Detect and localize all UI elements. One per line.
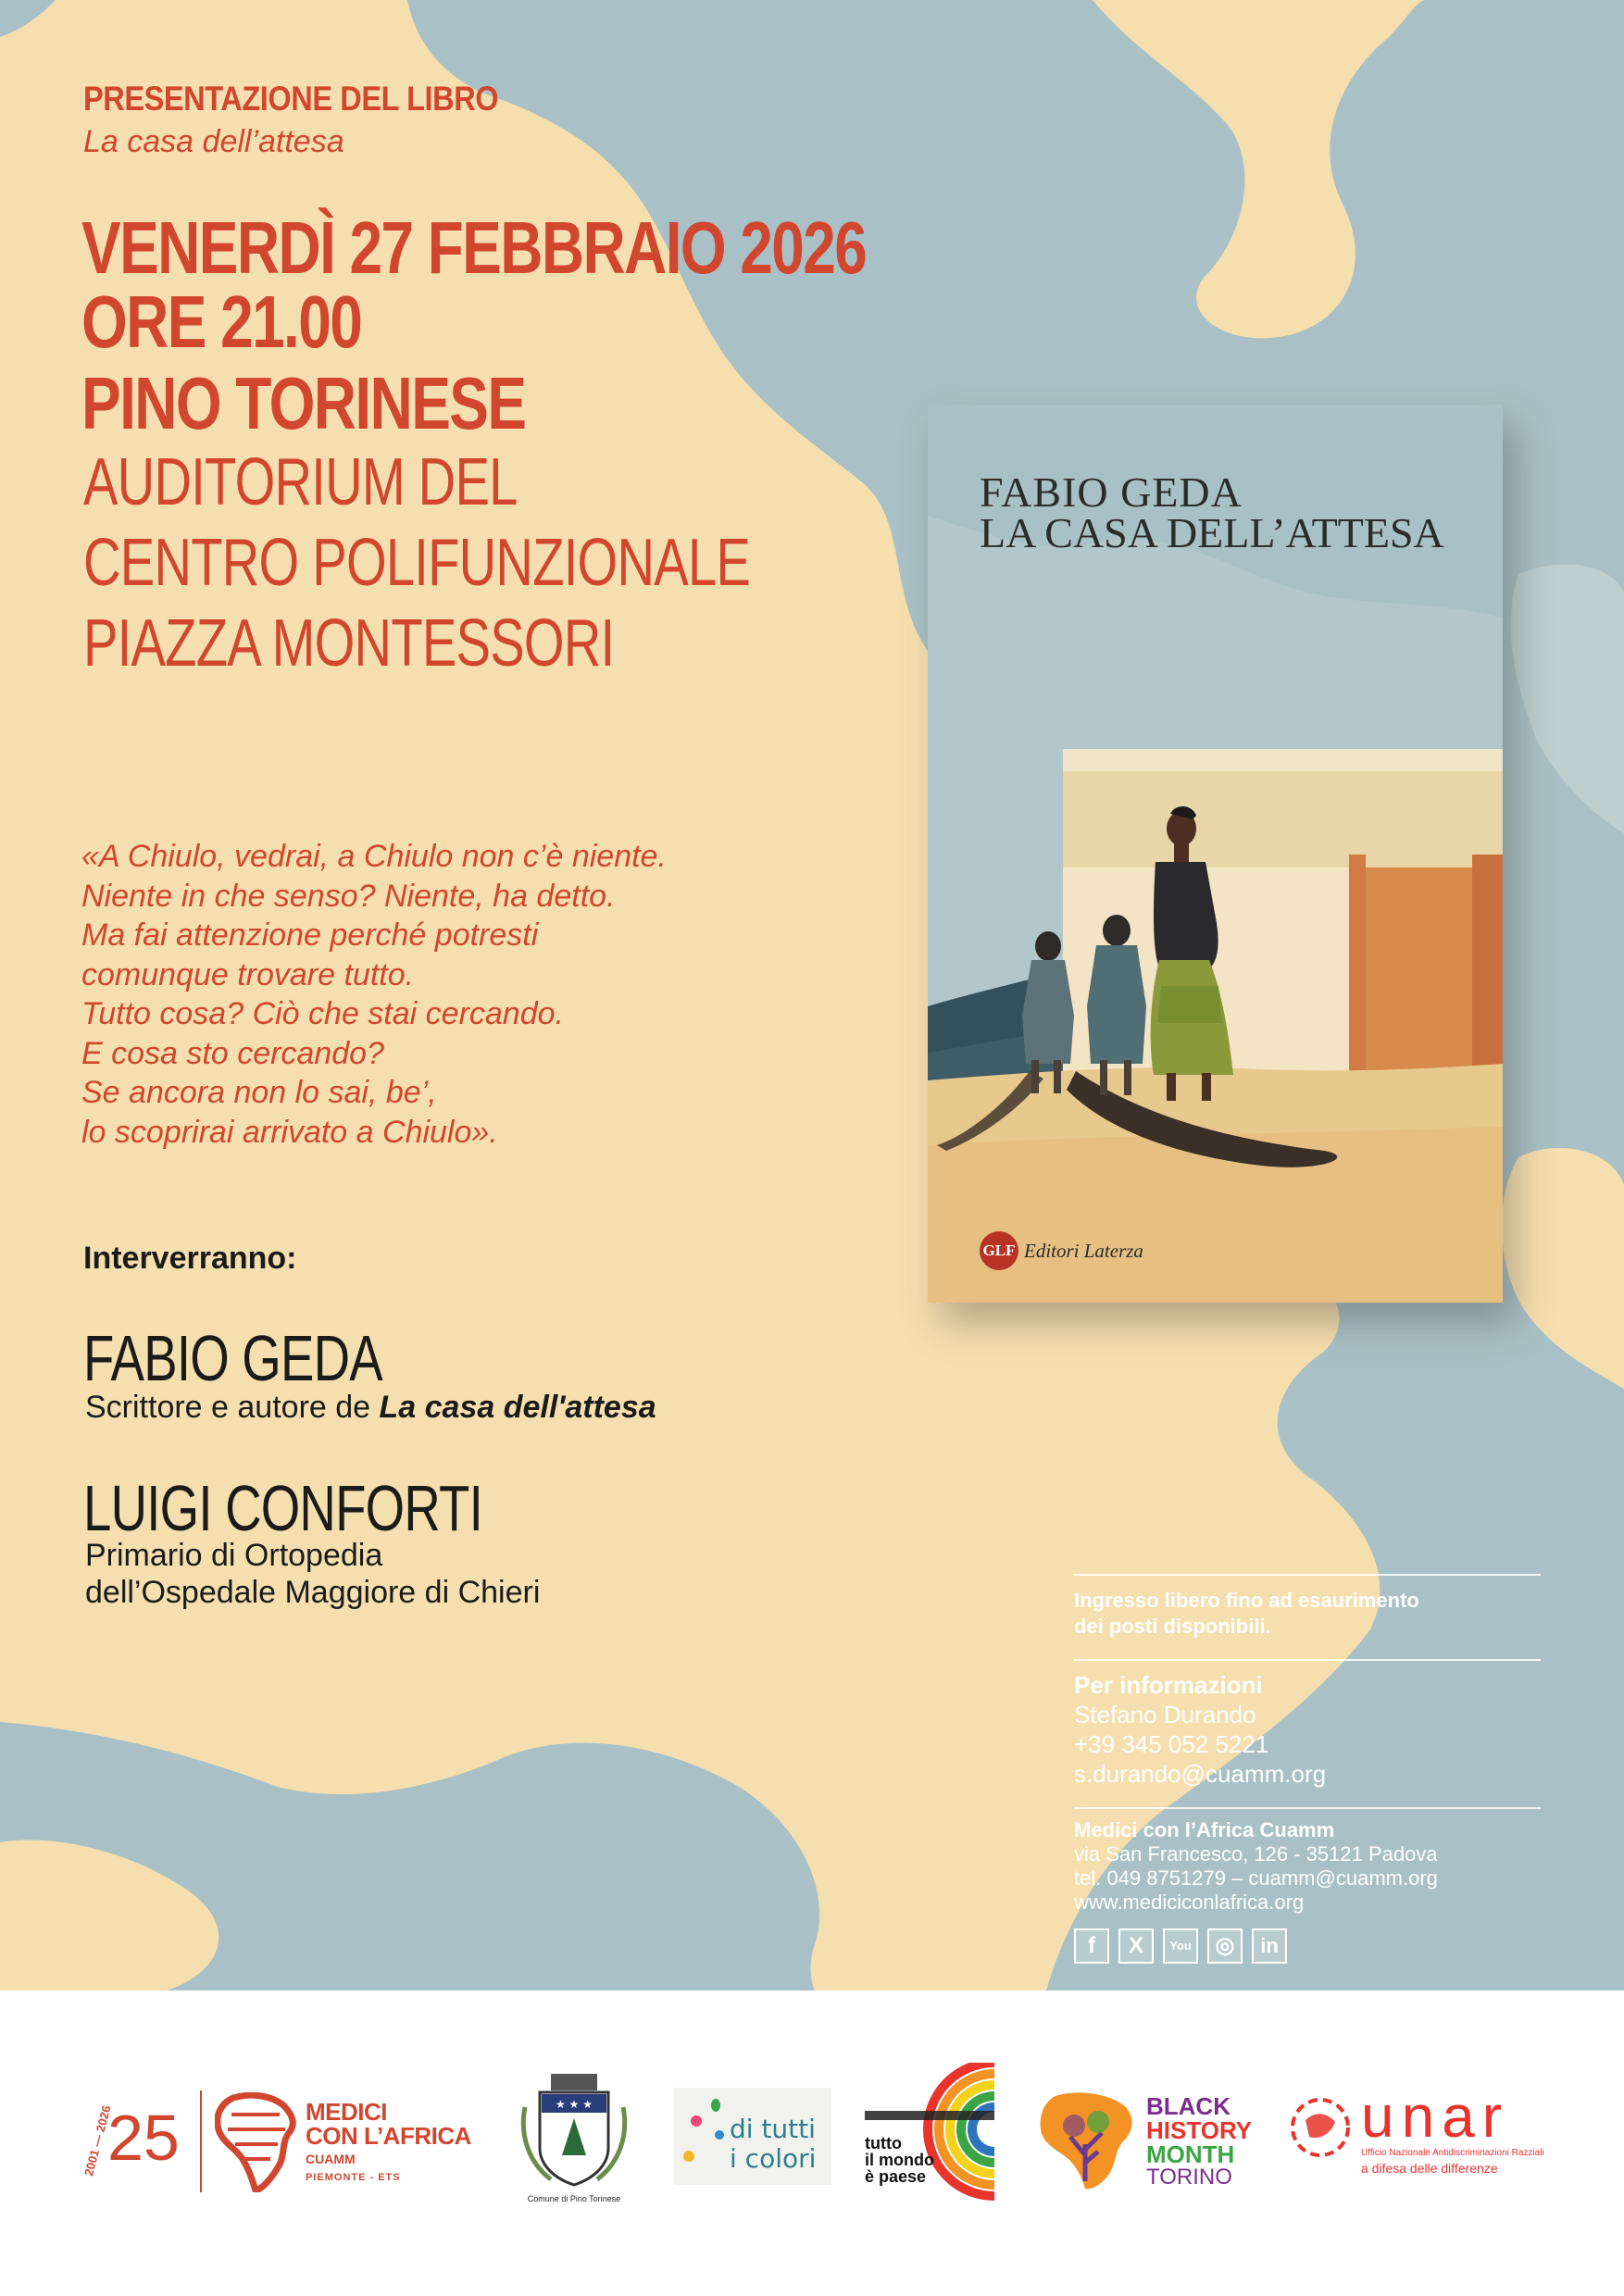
globe-icon [1287,2092,1352,2163]
cuamm-title-line: CON L’AFRICA [306,2122,471,2150]
color-dot-icon [691,2115,702,2127]
tutto-line: è paese [865,2167,927,2186]
event-city: PINO TORINESE [81,362,526,444]
africa-tree-icon [1037,2089,1139,2190]
contact-phone[interactable]: +39 345 052 5221 [1074,1730,1269,1758]
book-cover [928,405,1503,1303]
quote-line: Tutto cosa? Ciò che stai cercando. [81,996,564,1031]
comune-crest [514,2070,634,2209]
anniversary-number: 25 [107,2102,180,2174]
crest-icon [514,2070,634,2190]
contact-label: Per informazioni [1074,1671,1263,1699]
quote-line: lo scoprirai arrivato a Chiulo». [81,1114,498,1150]
org-name: Medici con l’Africa Cuamm [1074,1818,1335,1841]
color-dot-icon [715,2130,724,2140]
quote-line: Niente in che senso? Niente, ha detto. [81,878,616,914]
color-dot-icon [711,2099,720,2112]
unar-logo [1287,2083,1565,2185]
footer-logos [0,1990,1624,2296]
logo-divider [200,2090,202,2192]
venue-line: PIAZZA MONTESSORI [83,606,615,680]
quote-line: «A Chiulo, vedrai, a Chiulo non c’è niente. [81,839,667,874]
quote-line: Ma fai attenzione perché potresti [81,917,539,953]
speaker-name: LUIGI CONFORTI [83,1472,482,1544]
di-tutti-line: di tutti [730,2114,816,2144]
info-divider [1074,1807,1541,1809]
cuamm-subtitle: CUAMM [306,2152,356,2166]
facebook-icon[interactable]: f [1074,1928,1109,1964]
africa-icon [215,2092,298,2192]
tutto-line: tutto [865,2134,902,2152]
bhm-line: HISTORY [1146,2116,1253,2144]
event-time: ORE 21.00 [81,281,362,363]
book-title: LA CASA DELL’ATTESA [980,509,1444,556]
book-quote [81,837,822,1152]
bhm-line: TORINO [1146,2165,1232,2190]
quote-line: Se ancora non lo sai, be’, [81,1075,437,1110]
contact-email[interactable]: s.durando@cuamm.org [1074,1760,1327,1788]
linkedin-icon[interactable]: in [1252,1928,1287,1964]
speaker-role-book: La casa dell'attesa [379,1390,656,1425]
speaker-role: dell’Ospedale Maggiore di Chieri [85,1575,541,1610]
di-tutti-i-colori-logo [674,2088,831,2185]
info-divider [1074,1659,1541,1661]
tutto-il-mondo-logo [865,2063,994,2202]
anniversary-logo [74,2074,213,2194]
event-book-title: La casa dell’attesa [83,124,344,159]
venue-line: AUDITORIUM DEL [83,445,518,519]
comune-name: Comune di Pino Torinese [527,2194,621,2203]
tutto-line: il mondo [865,2151,934,2169]
color-dot-icon [683,2151,694,2162]
contact-name: Stefano Durando [1074,1701,1256,1728]
org-website[interactable]: www.mediciconlafrica.org [1074,1890,1305,1914]
bhm-line: MONTH [1146,2140,1235,2168]
info-divider [1074,1574,1541,1576]
svg-text:★ ★ ★: ★ ★ ★ [556,2098,593,2111]
black-history-month-logo [1037,2089,1259,2200]
speaker-role-text: Scrittore e autore de [85,1390,380,1425]
unar-subtitle: Ufficio Nazionale Antidiscriminazioni Razziali [1361,2148,1544,2158]
quote-line: comunque trovare tutto. [81,956,415,992]
unar-tagline: a difesa delle differenze [1361,2161,1498,2176]
cuamm-region: PIEMONTE - ETS [306,2172,401,2183]
unar-name: unar [1361,2083,1510,2150]
quote-line: E cosa sto cercando? [81,1035,384,1071]
cuamm-logo [215,2092,493,2194]
di-tutti-line: i colori [730,2143,817,2174]
entry-note: Ingresso libero fino ad esaurimento [1074,1589,1419,1612]
event-kicker: PRESENTAZIONE DEL LIBRO [83,80,499,118]
org-address: via San Francesco, 126 - 35121 Padova [1074,1842,1438,1866]
instagram-icon[interactable]: ◎ [1207,1928,1243,1964]
event-date: VENERDÌ 27 FEBBRAIO 2026 [81,206,867,289]
speaker-role [85,1389,656,1426]
book-publisher: Editori Laterza [1024,1240,1143,1262]
venue-line: CENTRO POLIFUNZIONALE [83,526,751,600]
speakers-label: Interverranno: [83,1241,297,1276]
cuamm-title-line: MEDICI [306,2098,387,2126]
anniversary-years: 2001 — 2026 [81,2103,114,2177]
youtube-icon[interactable]: You [1163,1928,1198,1964]
org-contacts: tel. 049 8751279 – cuamm@cuamm.org [1074,1866,1438,1890]
bhm-line: BLACK [1146,2092,1230,2120]
speaker-role: Primario di Ortopedia [85,1538,383,1573]
book-author: FABIO GEDA [980,468,1243,516]
publisher-logo: GLF [980,1231,1018,1270]
entry-note: dei posti disponibili. [1074,1615,1271,1638]
x-icon[interactable]: X [1118,1928,1154,1964]
speaker-name: FABIO GEDA [83,1322,382,1394]
